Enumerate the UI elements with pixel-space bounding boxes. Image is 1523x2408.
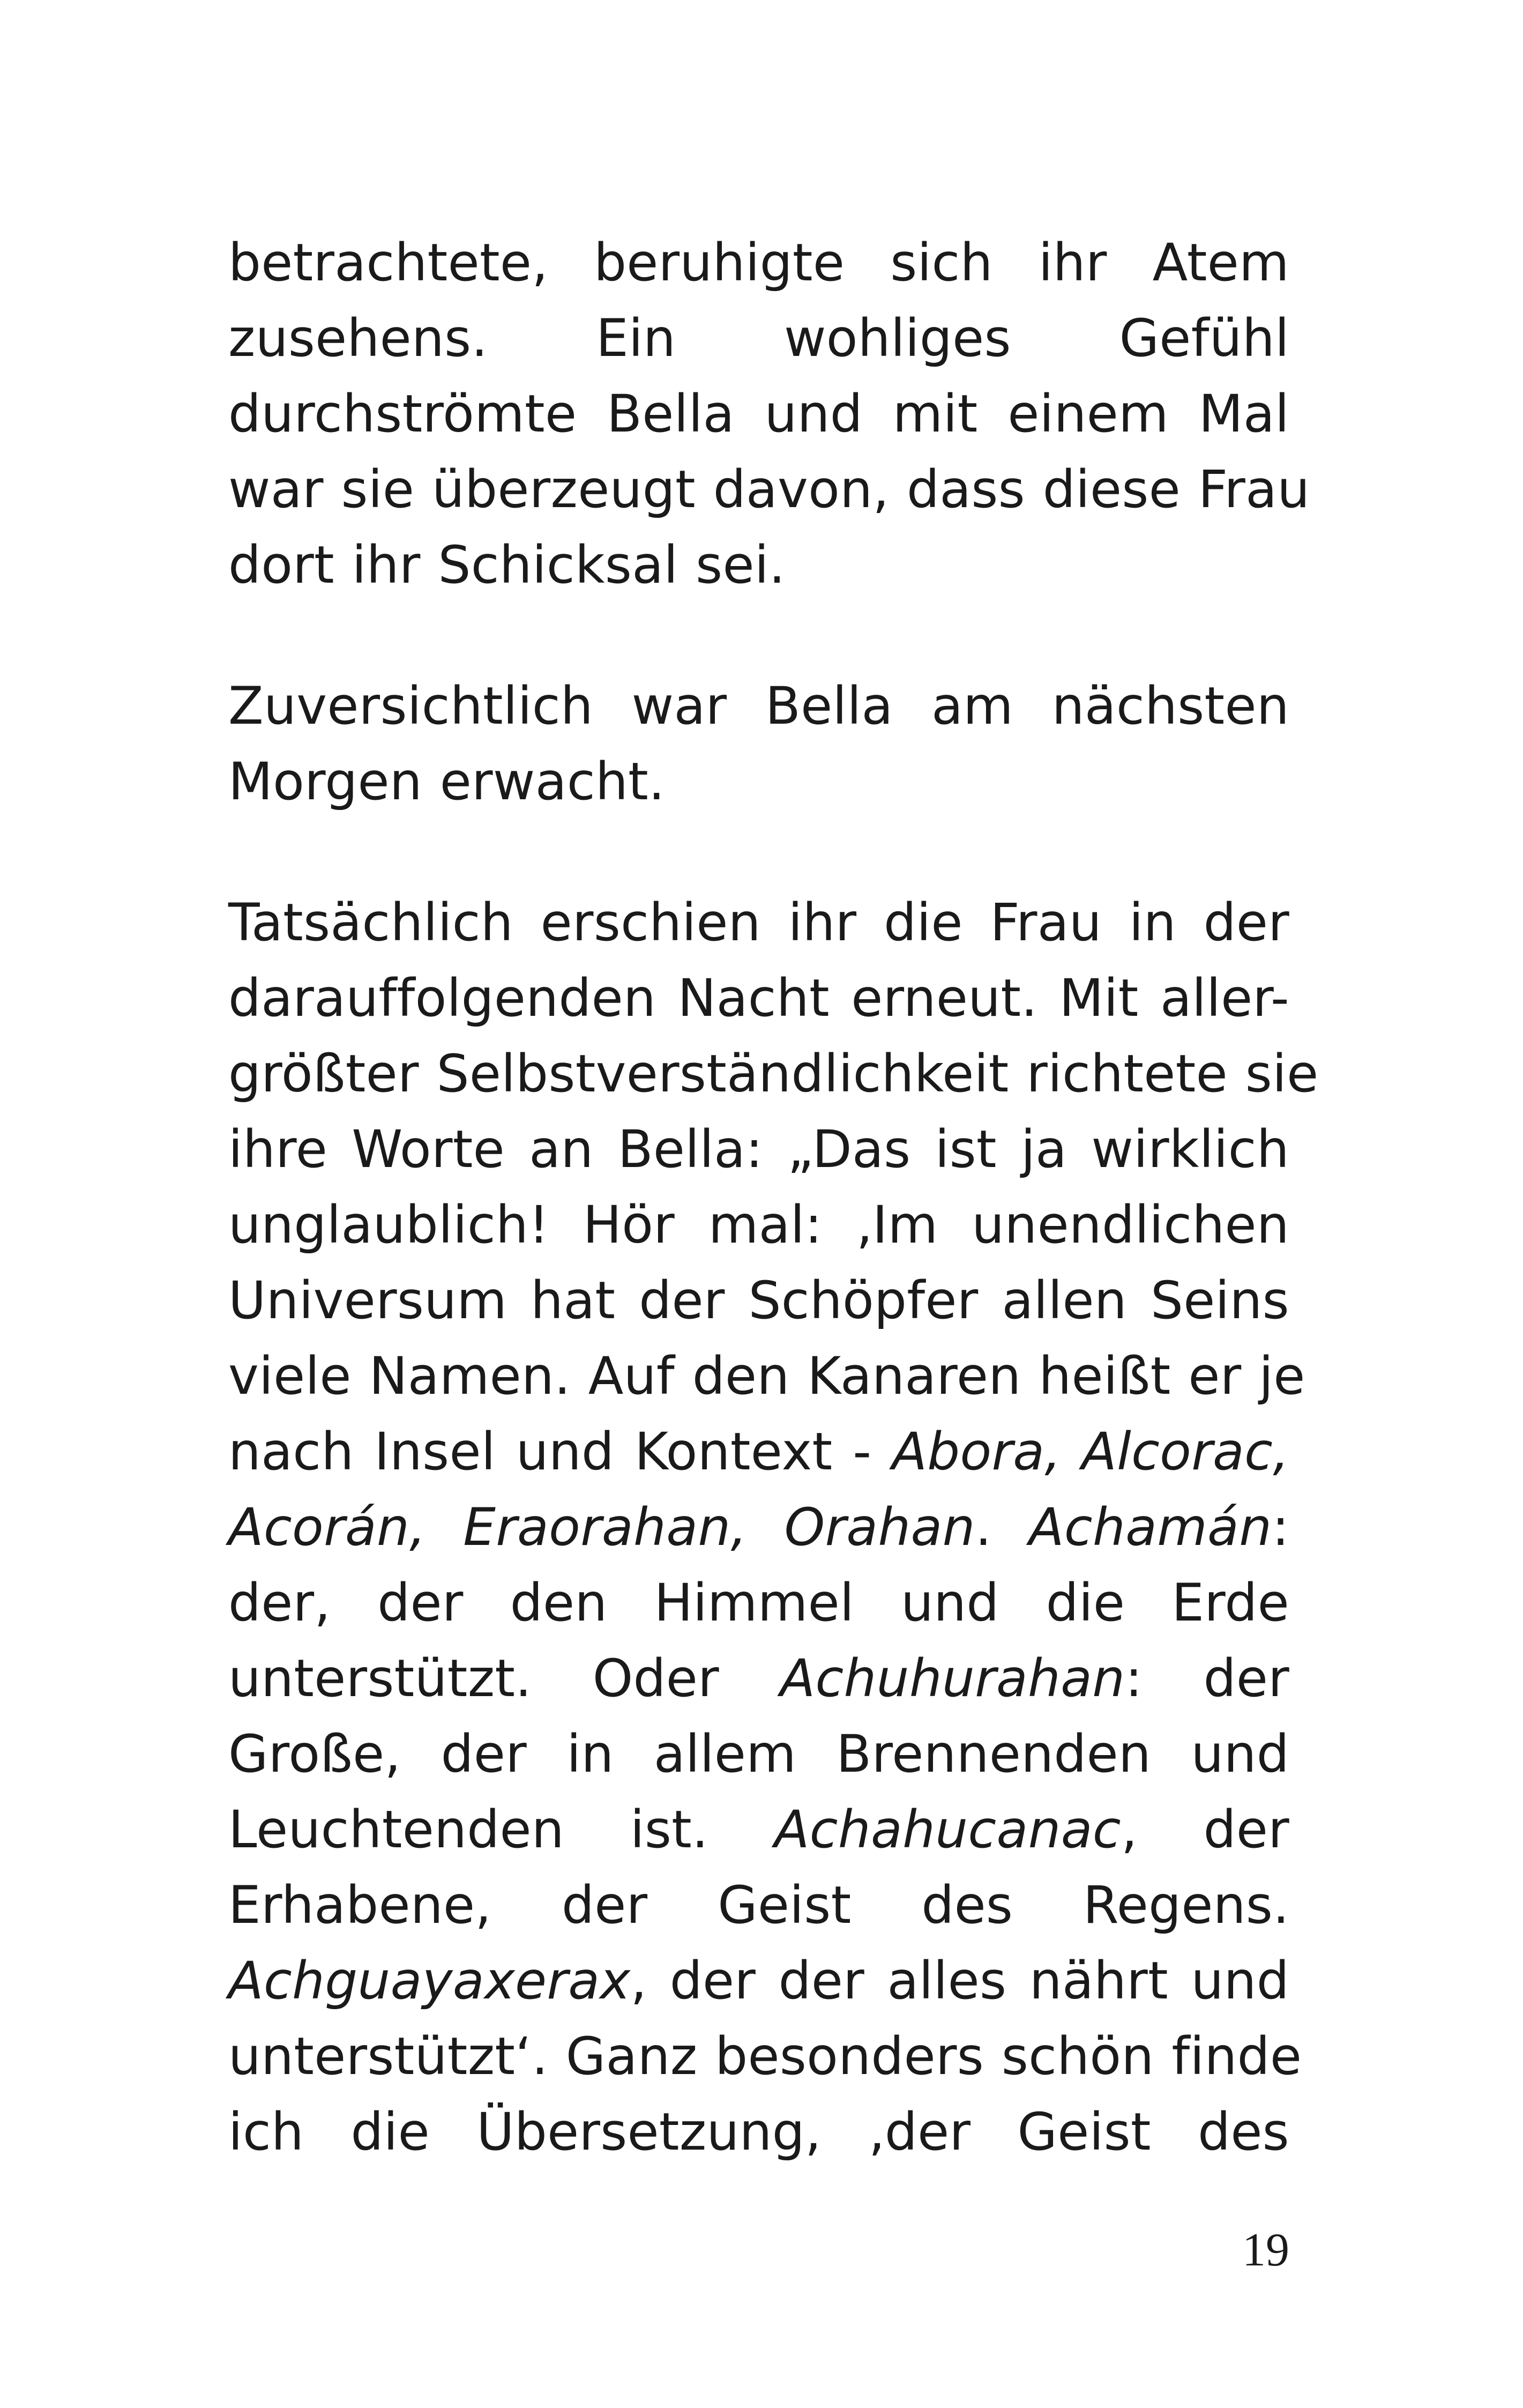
italic-run: Acorán, Eraorahan, Orahan <box>228 1497 975 1557</box>
text-line: zusehens. Ein wohliges Gefühl <box>228 308 1289 368</box>
text-line: größter Selbstverständlichkeit richtete sie <box>228 1044 1319 1104</box>
text-run: unterstützt. Oder <box>228 1648 780 1708</box>
text-line: darauffolgenden Nacht erneut. Mit aller- <box>228 968 1289 1028</box>
text-line: Tatsächlich erschien ihr die Frau in der <box>228 893 1289 953</box>
text-run: nach Insel und Kontext - <box>228 1422 892 1482</box>
text-run: . <box>975 1497 1029 1557</box>
text-line: betrachtete, beruhigte sich ihr Atem <box>228 233 1289 293</box>
page-number: 19 <box>1242 2224 1289 2276</box>
text-line <box>228 1490 1289 1565</box>
text-line <box>228 1943 1289 2019</box>
body-text <box>228 225 1319 2170</box>
text-line: Zuversichtlich war Bella am nächsten <box>228 676 1289 736</box>
text-line <box>228 1641 1289 1716</box>
text-line: viele Namen. Auf den Kanaren heißt er je <box>228 1346 1305 1406</box>
text-run: Leuchtenden ist. <box>228 1800 774 1860</box>
text-line: ich die Übersetzung, ‚der Geist des <box>228 2102 1289 2162</box>
text-line: Universum hat der Schöpfer allen Seins <box>228 1270 1289 1331</box>
text-line: ihre Worte an Bella: „Das ist ja wirklich <box>228 1119 1289 1179</box>
paragraph-1 <box>228 225 1310 603</box>
paragraph-2 <box>228 668 1289 820</box>
text-line: war sie überzeugt davon, dass diese Frau <box>228 459 1310 519</box>
italic-run: Achamán <box>1028 1497 1272 1557</box>
text-run: , der der alles nährt und <box>630 1951 1289 2011</box>
text-line: der, der den Himmel und die Erde <box>228 1573 1289 1633</box>
text-line: Erhabene, der Geist des Regens. <box>228 1875 1289 1935</box>
italic-run: Abora, Alcorac, <box>892 1422 1290 1482</box>
text-run: , der <box>1121 1800 1290 1860</box>
italic-run: Achguayaxerax <box>228 1951 631 2011</box>
text-line: unterstützt‘. Ganz besonders schön finde <box>228 2026 1302 2086</box>
text-line: dort ihr Schicksal sei. <box>228 535 786 595</box>
text-line: unglaublich! Hör mal: ‚Im unendlichen <box>228 1195 1289 1255</box>
text-run: : der <box>1125 1648 1289 1708</box>
text-line: durchströmte Bella und mit einem Mal <box>228 384 1289 444</box>
italic-run: Achuhurahan <box>780 1648 1125 1708</box>
text-line <box>228 1792 1289 1868</box>
text-run: : <box>1272 1497 1289 1557</box>
italic-run: Achahucanac <box>774 1800 1121 1860</box>
paragraph-3 <box>228 885 1319 2170</box>
text-line: Große, der in allem Brennenden und <box>228 1724 1289 1784</box>
text-line: Morgen erwacht. <box>228 752 665 812</box>
text-line <box>228 1414 1289 1490</box>
